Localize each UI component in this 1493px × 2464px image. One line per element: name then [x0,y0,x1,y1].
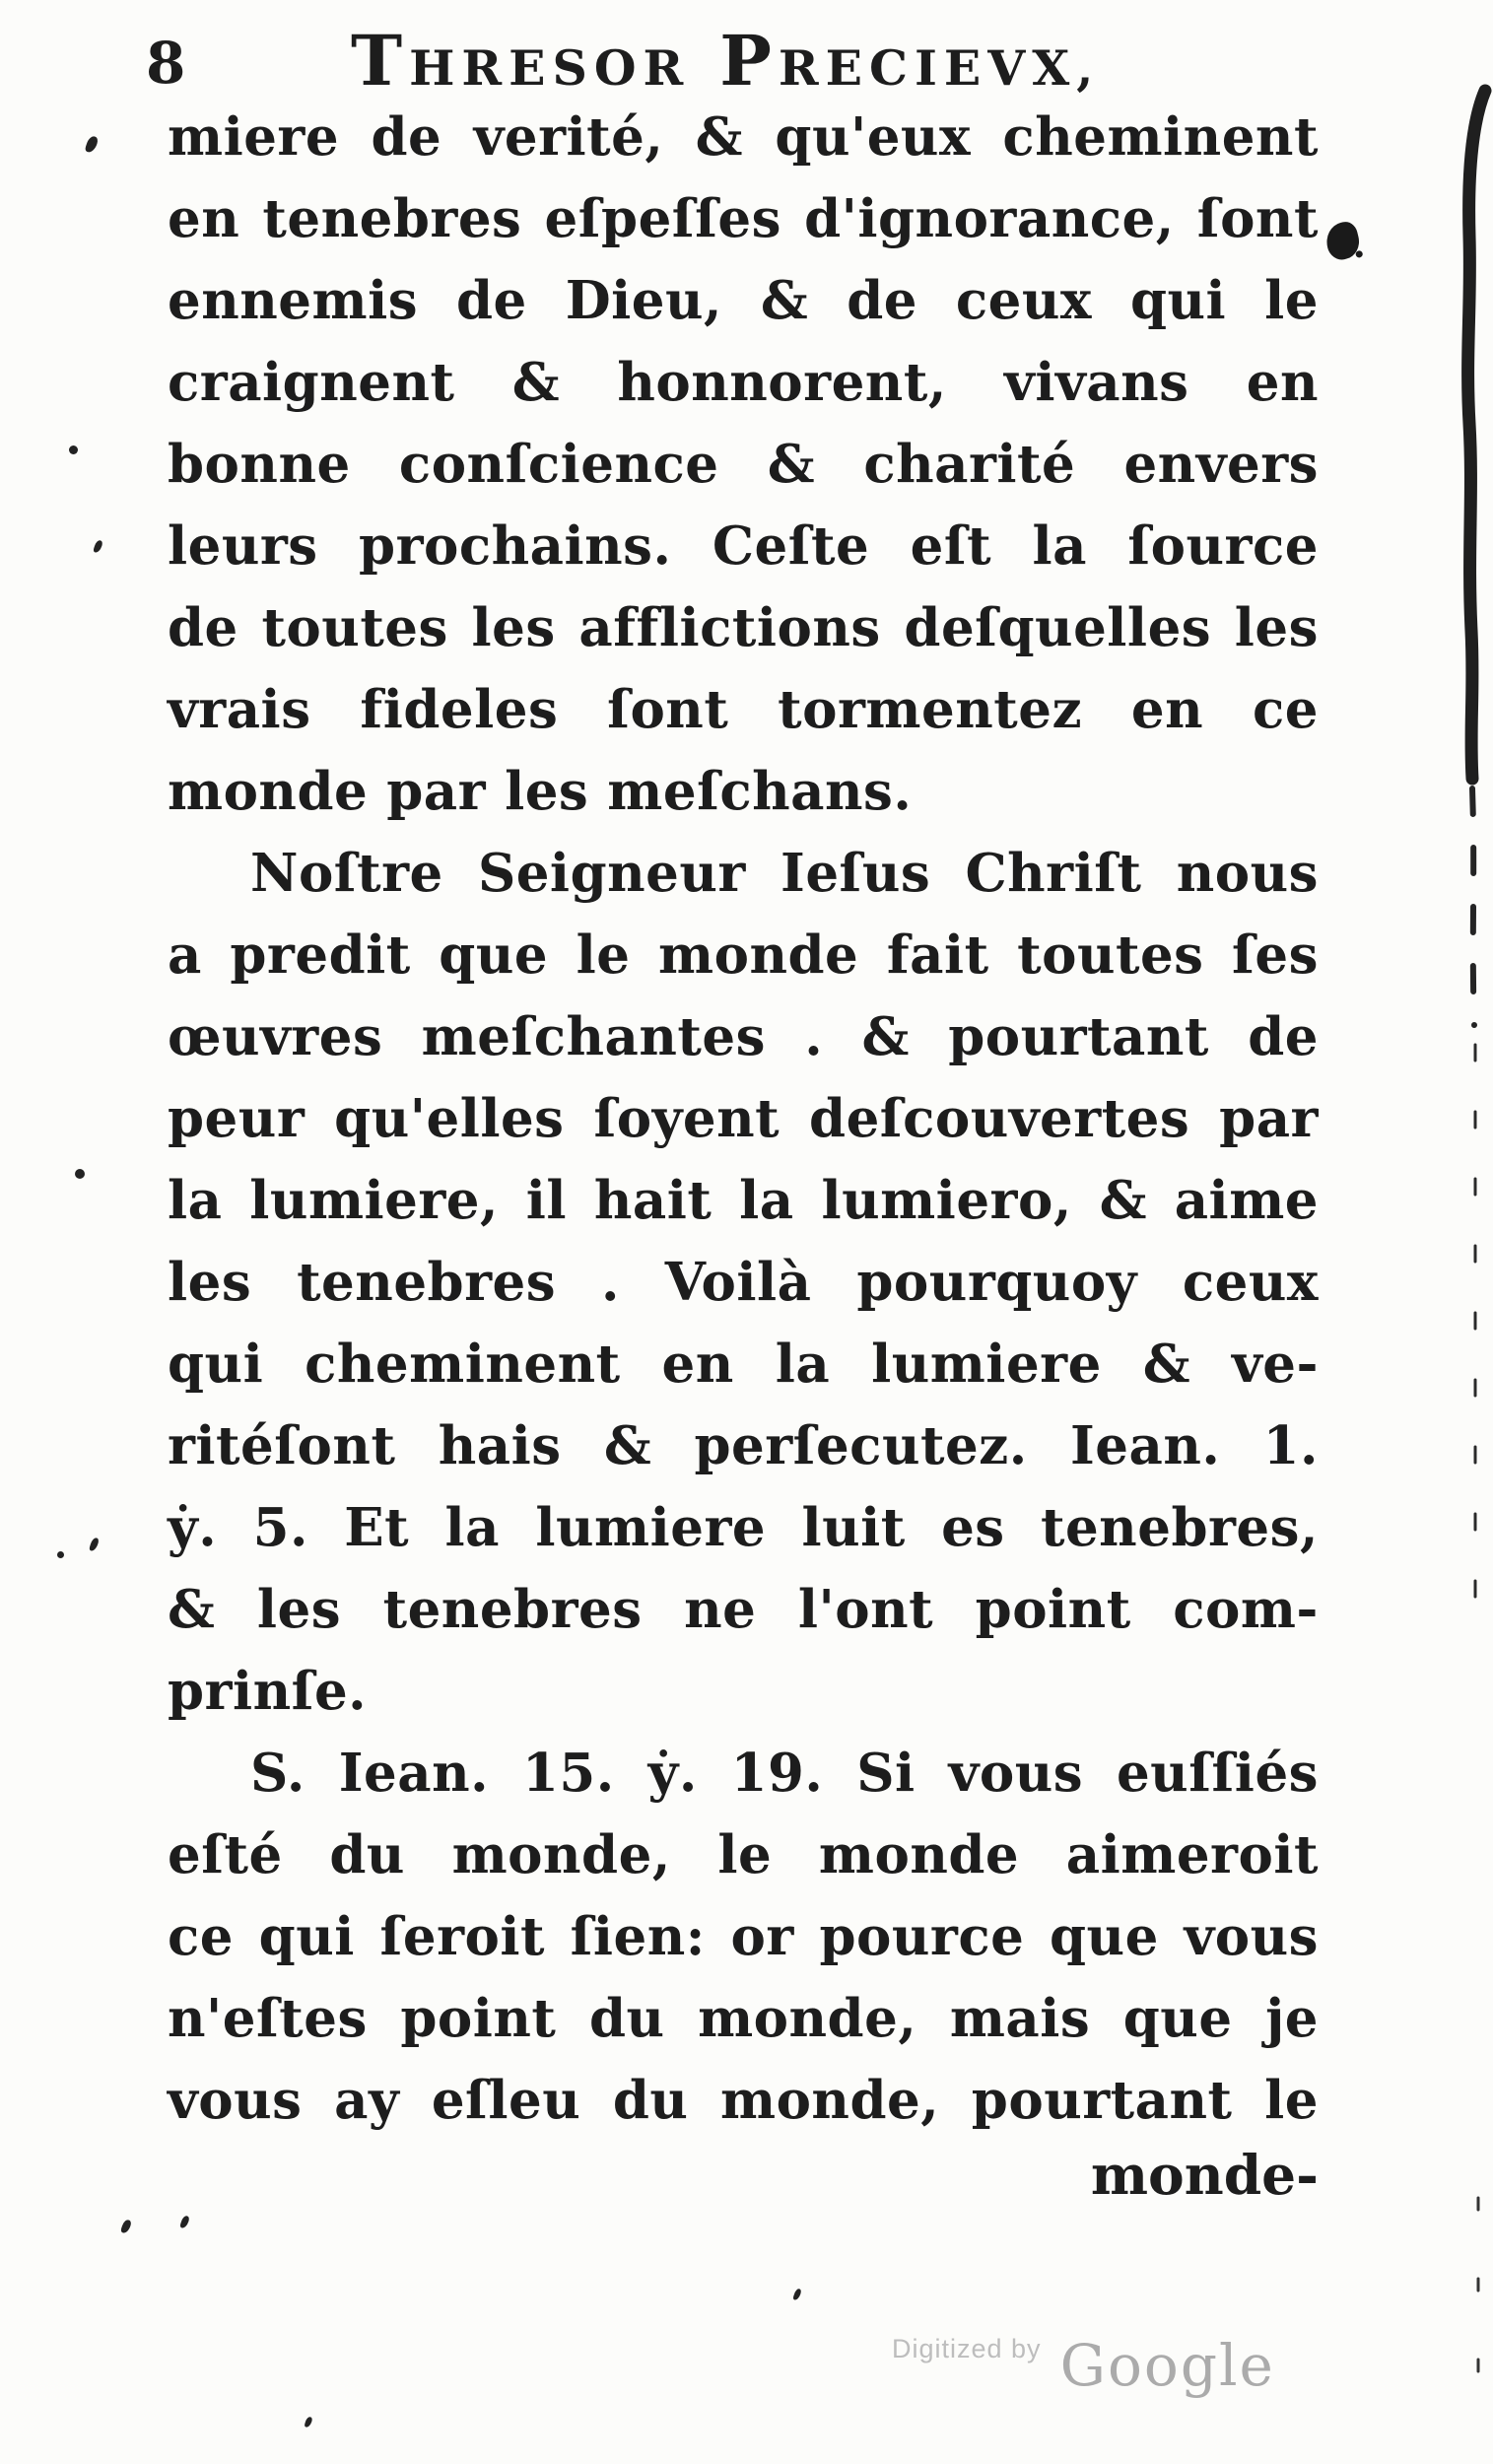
word: la [775,1334,831,1395]
word: lumiere, [249,1170,499,1231]
word: qui [1129,270,1227,331]
word: peur [168,1088,305,1149]
text-line [168,1242,1319,1324]
word: nous [1176,843,1319,904]
word: pource [819,1906,1025,1967]
word: que [1122,1988,1233,2049]
word: tenebres [382,1579,643,1640]
text-line [168,1487,1319,1569]
page-number: 8 [146,30,186,97]
word: eſt [910,515,992,577]
word: & [603,1415,652,1476]
word: & [861,1006,910,1067]
word: pourtant [948,1006,1209,1067]
word: de [371,106,442,168]
text-line [168,1814,1319,1896]
word: meſchantes [421,1006,766,1067]
word: envers [1123,434,1319,495]
word: Seigneur [477,843,746,904]
word: eſpeſſes [544,188,781,249]
text-line [168,1405,1319,1487]
word: Et [344,1497,410,1558]
word: com- [1173,1579,1319,1640]
word: perſecutez. [694,1415,1028,1476]
word: ve- [1231,1334,1319,1395]
word: les [168,1252,252,1313]
word: ce [1253,679,1319,740]
word: ceux [1182,1252,1319,1313]
word: toutes [261,597,448,658]
text-line [168,1324,1319,1405]
word: la [1032,515,1087,577]
word: la [444,1497,500,1558]
word: monde [658,924,859,986]
body-text-block [168,97,1319,2142]
word: monde [818,1824,1020,1885]
word: monde, [698,1988,917,2049]
word: par [1219,1088,1319,1149]
running-title-initial-2: P [719,20,779,102]
text-line [168,1896,1319,1978]
word: pourquoy [856,1252,1137,1313]
word: Voilà [664,1252,812,1313]
word: tenebres [297,1252,557,1313]
text-line [168,1978,1319,2060]
text-line [168,178,1319,260]
running-title [351,20,1100,102]
word: le [1264,270,1319,331]
word: aimeroit [1065,1824,1319,1885]
word: & [1142,1334,1191,1395]
word: verité, [473,106,664,168]
word: point [975,1579,1131,1640]
word: du [329,1824,405,1885]
word: monde, [720,2070,940,2131]
word: vous [948,1743,1084,1804]
word: charité [863,434,1076,495]
word: Ceſte [712,515,870,577]
text-line [168,1569,1319,1651]
word: la [739,1170,794,1231]
word: Si [856,1743,916,1804]
word: & [511,352,561,413]
stray-mark [120,2219,132,2234]
word: predit [230,924,411,986]
word: Noſtre [250,843,443,904]
word: vivans [1004,352,1189,413]
word: honnorent, [617,352,947,413]
word: ſoyent [593,1088,780,1149]
word: & [695,106,744,168]
word: les [471,597,556,658]
word: ſien: [570,1906,706,1967]
running-title-rest-1: HRESOR [409,39,691,97]
word: les [1234,597,1319,658]
word: qui [258,1906,355,1967]
word: & [767,434,816,495]
word: en [1130,679,1204,740]
word: craignent [168,352,455,413]
word: il [525,1170,568,1231]
stray-mark [89,1537,100,1551]
stray-mark [85,135,100,154]
word: n'eſtes [168,1988,368,2049]
word: ay [334,2070,400,2131]
word: œuvres [168,1006,383,1067]
word: le [717,1824,773,1885]
word: hait [593,1170,713,1231]
word: pourtant [971,2070,1233,2131]
word: du [588,1988,665,2049]
catchword: monde- [1090,2143,1319,2207]
ink-blot [1323,220,1363,263]
word: tormentez [778,679,1083,740]
word: du [612,2070,689,2131]
word: de [455,270,527,331]
word: & [760,270,809,331]
word: par [386,761,487,822]
word: es [941,1497,1005,1558]
word: la [168,1170,223,1231]
word: ritéſont [168,1415,396,1476]
word: en [1246,352,1319,413]
stray-mark [304,2416,312,2428]
text-line [168,342,1319,424]
word: 1. [1262,1415,1319,1476]
stray-mark [69,445,78,454]
word: Dieu, [565,270,722,331]
word: cheminent [1002,106,1319,168]
word: Chriſt [965,843,1142,904]
word: ce [168,1906,234,1967]
word: point [400,1988,557,2049]
text-line [168,1651,1319,1733]
text-line [168,669,1319,751]
text-line [168,587,1319,669]
text-line [168,2060,1319,2142]
word: qu'elles [334,1088,565,1149]
word: lumiero, [821,1170,1072,1231]
word: Ieſus [780,843,931,904]
word: qui [168,1334,264,1395]
text-line [168,424,1319,506]
word: meſchans. [607,761,913,822]
word: 19. [730,1743,824,1804]
running-title-initial-1: T [351,20,410,102]
word: le [1264,2070,1319,2131]
text-line [168,996,1319,1078]
word: leurs [168,515,318,577]
word: ennemis [168,270,419,331]
stray-mark [179,2215,190,2229]
word: . [804,1006,824,1067]
word: 15. [521,1743,615,1804]
word: . [600,1252,620,1313]
word: en [661,1334,734,1395]
word: aime [1174,1170,1319,1231]
text-line [168,260,1319,342]
word: de [847,270,917,331]
text-line [168,1160,1319,1242]
word: monde, [451,1824,671,1885]
google-logo: Google [1059,2332,1275,2399]
word: en [168,188,240,249]
word: 5. [252,1497,308,1558]
word: lumiere [535,1497,767,1558]
word: prinſe. [168,1661,368,1722]
word: fideles [360,679,559,740]
word: & [168,1579,216,1640]
word: eſté [168,1824,283,1885]
watermark [892,2332,1275,2399]
word: que [1050,1906,1159,1967]
text-line [168,915,1319,996]
word: ne [684,1579,757,1640]
word: afflictions [578,597,881,658]
text-line [168,1078,1319,1160]
word: conſcience [398,434,719,495]
word: que [439,924,549,986]
word: fait [886,924,989,986]
word: ẏ. [647,1743,698,1804]
word: a [168,924,202,986]
text-line [168,97,1319,178]
word: vous [1184,1906,1319,1967]
word: euſſiés [1116,1743,1319,1804]
word: deſcouvertes [809,1088,1190,1149]
word: monde [168,761,369,822]
word: vous [168,2070,303,2131]
word: Iean. [338,1743,490,1804]
word: les [505,761,589,822]
stray-mark [93,539,103,554]
word: Iean. [1070,1415,1221,1476]
word: l'ont [797,1579,934,1640]
word: ſource [1127,515,1319,577]
word: bonne [168,434,351,495]
word: S. [250,1743,305,1804]
word: je [1265,1988,1319,2049]
word: toutes [1017,924,1204,986]
watermark-prefix: Digitized by [892,2334,1042,2363]
word: ſont [607,679,729,740]
word: ſont [1196,188,1319,249]
word: prochains. [359,515,672,577]
word: d'ignorance, [804,188,1175,249]
text-line [168,1733,1319,1814]
scan-edge-streak [1452,0,1493,2464]
text-line [168,506,1319,587]
word: lumiere [871,1334,1102,1395]
text-line [168,833,1319,915]
word: tenebres, [1040,1497,1319,1558]
word: les [256,1579,342,1640]
text-line [168,751,1319,833]
word: tenebres [262,188,522,249]
word: ſes [1232,924,1319,986]
word: mais [949,1988,1091,2049]
stray-mark [75,1169,85,1179]
word: cheminent [305,1334,621,1395]
word: de [1248,1006,1319,1067]
running-title-rest-2: RECIEVX, [778,39,1101,97]
word: ſeroit [379,1906,545,1967]
word: le [576,924,631,986]
word: ẏ. [168,1497,218,1558]
word: miere [168,106,340,168]
word: & [1099,1170,1147,1231]
word: luit [801,1497,906,1558]
word: or [730,1906,794,1967]
word: hais [438,1415,562,1476]
word: de [168,597,238,658]
word: deſquelles [904,597,1212,658]
word: vrais [168,679,311,740]
word: ceux [955,270,1093,331]
stray-mark [57,1551,64,1558]
word: qu'eux [775,106,972,168]
stray-mark [792,2288,801,2300]
word: eſleu [431,2070,581,2131]
